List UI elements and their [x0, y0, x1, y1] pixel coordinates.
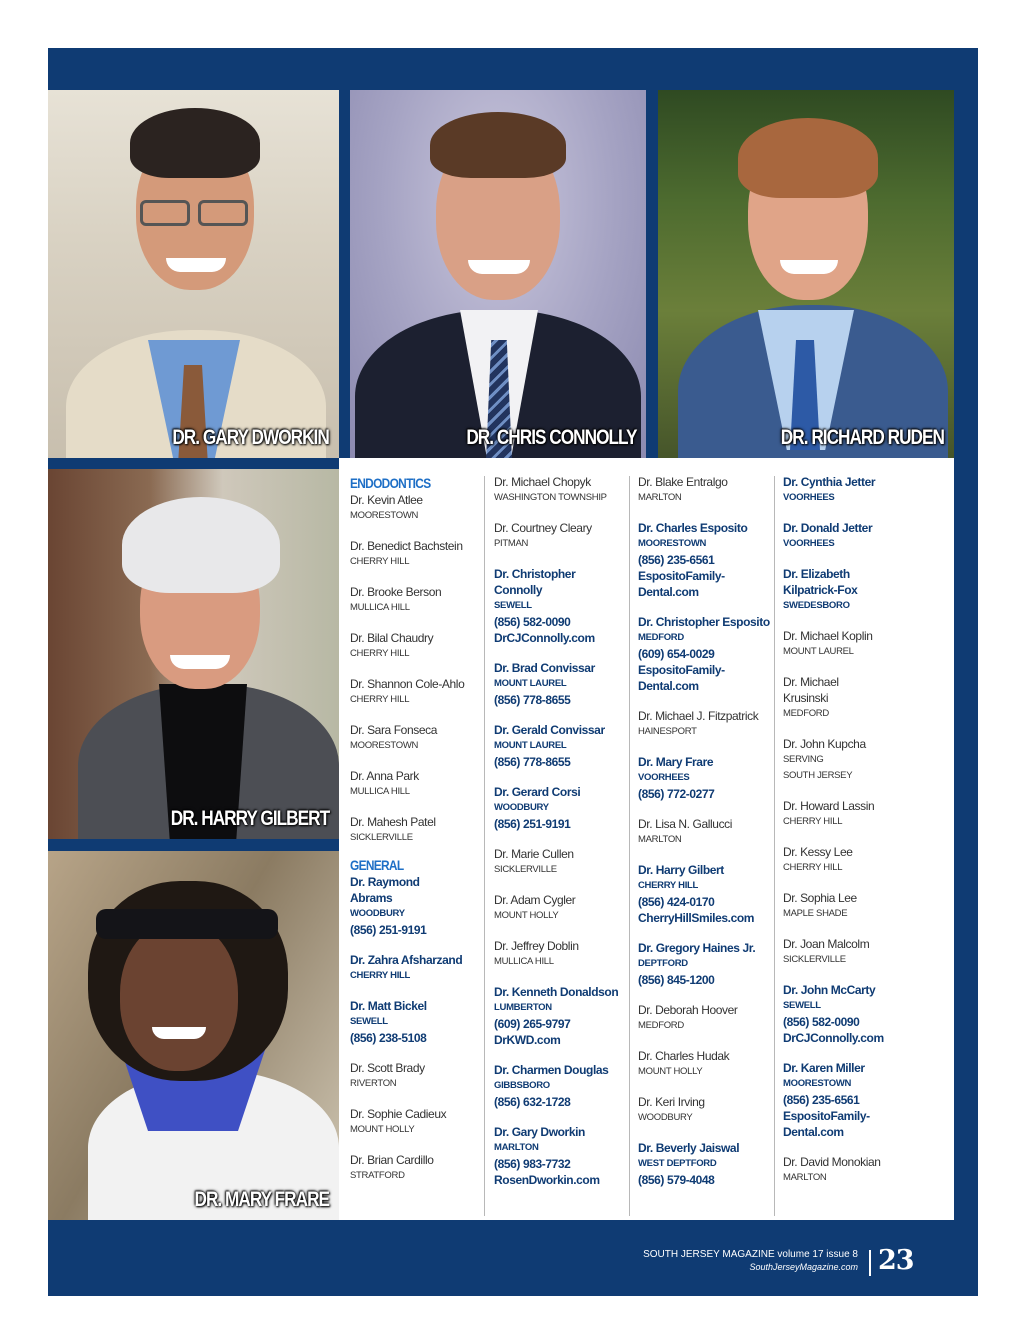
dentist-phone: (856) 238-5108 [350, 1031, 427, 1045]
dentist-city: WEST DEPTFORD [638, 1158, 717, 1169]
dentist-phone: (856) 424-0170 [638, 895, 715, 909]
dentist-city: PITMAN [494, 538, 529, 549]
dentist-phone: (856) 778-8655 [494, 693, 571, 707]
dentist-phone: (856) 235-6561 [638, 553, 715, 567]
list-item [638, 1002, 778, 1034]
dentist-city: SEWELL [783, 1000, 821, 1011]
column-divider [629, 476, 630, 1216]
dentist-city: VOORHEES [638, 772, 690, 783]
dentist-name: Dr. Cynthia Jetter [783, 475, 876, 489]
list-item [783, 674, 943, 722]
dentist-phone: (856) 632-1728 [494, 1095, 571, 1109]
dentist-name: Dr. Karen Miller [783, 1061, 865, 1075]
photo-harry-gilbert [48, 469, 339, 839]
dentist-city: MOORESTOWN [638, 538, 707, 549]
dentist-name: Dr. John Kupcha [783, 737, 866, 751]
dentist-name: Dr. Matt Bickel [350, 999, 427, 1013]
dentist-name: Dr. Christopher Esposito [638, 615, 770, 629]
dentist-name: Dr. Elizabeth [783, 567, 850, 581]
magazine-website[interactable]: SouthJerseyMagazine.com [749, 1262, 858, 1272]
dentist-website[interactable]: EspositoFamily- [638, 569, 725, 583]
dentist-name: Dr. Kevin Atlee [350, 493, 423, 507]
dentist-name: Dr. Charles Esposito [638, 521, 748, 535]
section-heading-general: GENERAL [350, 857, 404, 873]
dentist-city: SICKLERVILLE [783, 954, 846, 965]
list-item [638, 940, 778, 988]
dentist-name: Dr. Gregory Haines Jr. [638, 941, 756, 955]
dentist-name: Dr. Shannon Cole-Ahlo [350, 677, 465, 691]
list-item [350, 1106, 485, 1138]
list-item [494, 846, 634, 878]
dentist-name: Dr. Benedict Bachstein [350, 539, 463, 553]
list-item [494, 984, 634, 1048]
dentist-city: SICKLERVILLE [350, 832, 413, 843]
dentist-phone: (856) 579-4048 [638, 1173, 715, 1187]
dentist-city: WOODBURY [638, 1112, 693, 1123]
dentist-website[interactable]: EspositoFamily- [638, 663, 725, 677]
dentist-city: MARLTON [494, 1142, 539, 1153]
dentist-city: CHERRY HILL [350, 648, 410, 659]
caption-harry-gilbert: DR. HARRY GILBERT [170, 807, 329, 830]
list-item [638, 474, 778, 506]
list-item [494, 722, 634, 770]
list-item [350, 1060, 485, 1092]
dentist-city: SICKLERVILLE [494, 864, 557, 875]
list-item [783, 520, 943, 552]
dentist-name: Dr. Mary Frare [638, 755, 714, 769]
dentist-name: Dr. Sophie Cadieux [350, 1107, 447, 1121]
magazine-issue: SOUTH JERSEY MAGAZINE volume 17 issue 8 [643, 1249, 858, 1260]
dentist-name: Dr. Charles Hudak [638, 1049, 730, 1063]
dentist-city: MOORESTOWN [350, 740, 419, 751]
list-item [638, 614, 778, 694]
dentist-name: Dr. Gerald Convissar [494, 723, 605, 737]
list-item [783, 566, 943, 614]
dentist-name: Dr. Raymond [350, 875, 420, 889]
dentist-name: Dr. Gerard Corsi [494, 785, 581, 799]
list-item [638, 754, 778, 802]
dentist-website-cont[interactable]: Dental.com [783, 1125, 844, 1139]
list-item [494, 784, 634, 832]
dentist-city: DEPTFORD [638, 958, 688, 969]
dentist-name: Dr. Adam Cygler [494, 893, 576, 907]
dentist-city: SEWELL [494, 600, 532, 611]
dentist-name-cont: Krusinski [783, 691, 829, 705]
dentist-city: CHERRY HILL [350, 970, 411, 981]
dentist-city: CHERRY HILL [350, 556, 410, 567]
dentist-city: MEDFORD [783, 708, 829, 719]
list-item [494, 474, 634, 506]
dentist-name: Dr. Sophia Lee [783, 891, 857, 905]
dentist-city: MEDFORD [638, 1020, 684, 1031]
caption-richard-ruden: DR. RICHARD RUDEN [780, 426, 944, 449]
dentist-name: Dr. David Monokian [783, 1155, 881, 1169]
footer-divider [869, 1250, 871, 1276]
dentist-phone: (856) 772-0277 [638, 787, 715, 801]
page-footer [643, 1249, 858, 1272]
dentist-name: Dr. Brian Cardillo [350, 1153, 434, 1167]
listing-column-1 [350, 474, 485, 1198]
list-item [350, 722, 485, 754]
dentist-name: Dr. Scott Brady [350, 1061, 425, 1075]
photo-richard-ruden [658, 90, 954, 458]
list-item [783, 1060, 943, 1140]
dentist-city: MARLTON [783, 1172, 827, 1183]
list-item [350, 952, 485, 984]
list-item [494, 660, 634, 708]
dentist-name: Dr. Zahra Afsharzand [350, 953, 463, 967]
dentist-name: Dr. Blake Entralgo [638, 475, 728, 489]
photo-gary-dworkin [48, 90, 339, 458]
dentist-name: Dr. Kenneth Donaldson [494, 985, 619, 999]
dentist-name: Dr. John McCarty [783, 983, 876, 997]
caption-mary-frare: DR. MARY FRARE [194, 1188, 329, 1211]
dentist-city: CHERRY HILL [638, 880, 699, 891]
list-item [783, 628, 943, 660]
list-item [638, 1140, 778, 1188]
dentist-phone: (856) 582-0090 [783, 1015, 860, 1029]
dentist-phone: (609) 265-9797 [494, 1017, 571, 1031]
dentist-city: MULLICA HILL [350, 602, 410, 613]
dentist-city: MARLTON [638, 834, 682, 845]
list-item [783, 798, 943, 830]
dentist-city: WASHINGTON TOWNSHIP [494, 492, 607, 503]
dentist-phone: (856) 582-0090 [494, 615, 571, 629]
caption-gary-dworkin: DR. GARY DWORKIN [172, 426, 329, 449]
list-item [638, 862, 778, 926]
dentist-name: Dr. Courtney Cleary [494, 521, 592, 535]
list-item [638, 816, 778, 848]
section-heading-endodontics: ENDODONTICS [350, 475, 431, 491]
dentist-listing [339, 458, 954, 1220]
dentist-website[interactable]: DrKWD.com [494, 1033, 561, 1047]
dentist-name: Dr. Sara Fonseca [350, 723, 437, 737]
dentist-city: MOUNT HOLLY [350, 1124, 415, 1135]
list-item [494, 520, 634, 552]
dentist-phone: (856) 778-8655 [494, 755, 571, 769]
list-item [783, 1154, 943, 1186]
dentist-name: Dr. Harry Gilbert [638, 863, 724, 877]
dentist-name: Dr. Bilal Chaudry [350, 631, 434, 645]
dentist-name: Dr. Kessy Lee [783, 845, 853, 859]
list-item [494, 566, 634, 646]
listing-column-2 [494, 474, 634, 1202]
dentist-city: MULLICA HILL [350, 786, 410, 797]
dentist-city: WOODBURY [494, 802, 549, 813]
list-item [350, 538, 485, 570]
dentist-name-cont: Connolly [494, 583, 543, 597]
dentist-name: Dr. Gary Dworkin [494, 1125, 585, 1139]
list-item [350, 998, 485, 1046]
list-item [494, 938, 634, 970]
dentist-city: MOORESTOWN [783, 1078, 852, 1089]
dentist-city: VOORHEES [783, 492, 835, 503]
list-item [783, 736, 943, 784]
list-item [350, 584, 485, 616]
dentist-name: Dr. Mahesh Patel [350, 815, 436, 829]
list-item [783, 890, 943, 922]
dentist-website[interactable]: EspositoFamily- [783, 1109, 870, 1123]
photo-chris-connolly [350, 90, 646, 458]
dentist-name-cont: Abrams [350, 891, 393, 905]
dentist-city: MOUNT LAUREL [494, 678, 567, 689]
dentist-name: Dr. Joan Malcolm [783, 937, 870, 951]
dentist-name: Dr. Brad Convissar [494, 661, 595, 675]
list-item [350, 874, 485, 938]
dentist-website[interactable]: DrCJConnolly.com [494, 631, 595, 645]
dentist-city: MULLICA HILL [494, 956, 554, 967]
dentist-website-cont[interactable]: Dental.com [638, 585, 699, 599]
list-item [350, 492, 485, 524]
dentist-city: VOORHEES [783, 538, 835, 549]
listing-column-4 [783, 474, 943, 1200]
dentist-phone: (856) 251-9191 [350, 923, 427, 937]
list-item [783, 474, 943, 506]
list-item [783, 936, 943, 968]
dentist-city: MOUNT LAUREL [494, 740, 567, 751]
dentist-name: Dr. Deborah Hoover [638, 1003, 738, 1017]
dentist-name: Dr. Lisa N. Gallucci [638, 817, 733, 831]
dentist-city-cont: SOUTH JERSEY [783, 770, 853, 781]
listing-column-3 [638, 474, 778, 1202]
page-number: 23 [878, 1245, 914, 1276]
dentist-name: Dr. Jeffrey Doblin [494, 939, 579, 953]
dentist-name: Dr. Keri Irving [638, 1095, 705, 1109]
dentist-city: MOUNT HOLLY [638, 1066, 703, 1077]
dentist-phone: (609) 654-0029 [638, 647, 715, 661]
dentist-name: Dr. Beverly Jaiswal [638, 1141, 740, 1155]
dentist-city: MOORESTOWN [350, 510, 419, 521]
dentist-name: Dr. Donald Jetter [783, 521, 873, 535]
dentist-name: Dr. Brooke Berson [350, 585, 442, 599]
list-item [350, 814, 485, 846]
dentist-name: Dr. Anna Park [350, 769, 419, 783]
dentist-city: SEWELL [350, 1016, 388, 1027]
list-item [350, 676, 485, 708]
dentist-name: Dr. Christopher [494, 567, 576, 581]
dentist-name: Dr. Michael Chopyk [494, 475, 591, 489]
dentist-city: STRATFORD [350, 1170, 405, 1181]
dentist-website-cont[interactable]: Dental.com [638, 679, 699, 693]
dentist-city: CHERRY HILL [783, 816, 843, 827]
dentist-city: MOUNT LAUREL [783, 646, 854, 657]
dentist-name: Dr. Michael [783, 675, 839, 689]
column-divider [774, 476, 775, 1216]
dentist-city: SWEDESBORO [783, 600, 850, 611]
caption-chris-connolly: DR. CHRIS CONNOLLY [465, 426, 636, 449]
dentist-city: HAINESPORT [638, 726, 697, 737]
list-item [638, 1048, 778, 1080]
dentist-city: RIVERTON [350, 1078, 397, 1089]
list-item [783, 982, 943, 1046]
list-item [638, 520, 778, 600]
dentist-city: MOUNT HOLLY [494, 910, 559, 921]
dentist-name: Dr. Michael Koplin [783, 629, 873, 643]
dentist-name-cont: Kilpatrick-Fox [783, 583, 858, 597]
dentist-city: CHERRY HILL [783, 862, 843, 873]
list-item [494, 892, 634, 924]
list-item [494, 1124, 634, 1188]
column-divider [484, 476, 485, 1216]
dentist-city: CHERRY HILL [350, 694, 410, 705]
list-item [350, 630, 485, 662]
dentist-city: MEDFORD [638, 632, 684, 643]
list-item [494, 1062, 634, 1110]
dentist-phone: (856) 845-1200 [638, 973, 715, 987]
dentist-name: Dr. Charmen Douglas [494, 1063, 609, 1077]
dentist-name: Dr. Howard Lassin [783, 799, 875, 813]
list-item [783, 844, 943, 876]
list-item [638, 1094, 778, 1126]
dentist-website[interactable]: RosenDworkin.com [494, 1173, 600, 1187]
dentist-phone: (856) 235-6561 [783, 1093, 860, 1107]
dentist-city: GIBBSBORO [494, 1080, 550, 1091]
dentist-name: Dr. Michael J. Fitzpatrick [638, 709, 759, 723]
list-item [350, 1152, 485, 1184]
dentist-city: SERVING [783, 754, 824, 765]
dentist-website[interactable]: CherryHillSmiles.com [638, 911, 755, 925]
dentist-city: LUMBERTON [494, 1002, 552, 1013]
list-item [638, 708, 778, 740]
dentist-city: MARLTON [638, 492, 682, 503]
photo-mary-frare [48, 851, 339, 1220]
dentist-name: Dr. Marie Cullen [494, 847, 574, 861]
dentist-website[interactable]: DrCJConnolly.com [783, 1031, 884, 1045]
dentist-city: MAPLE SHADE [783, 908, 848, 919]
dentist-city: WOODBURY [350, 908, 405, 919]
list-item [350, 768, 485, 800]
dentist-phone: (856) 251-9191 [494, 817, 571, 831]
dentist-phone: (856) 983-7732 [494, 1157, 571, 1171]
